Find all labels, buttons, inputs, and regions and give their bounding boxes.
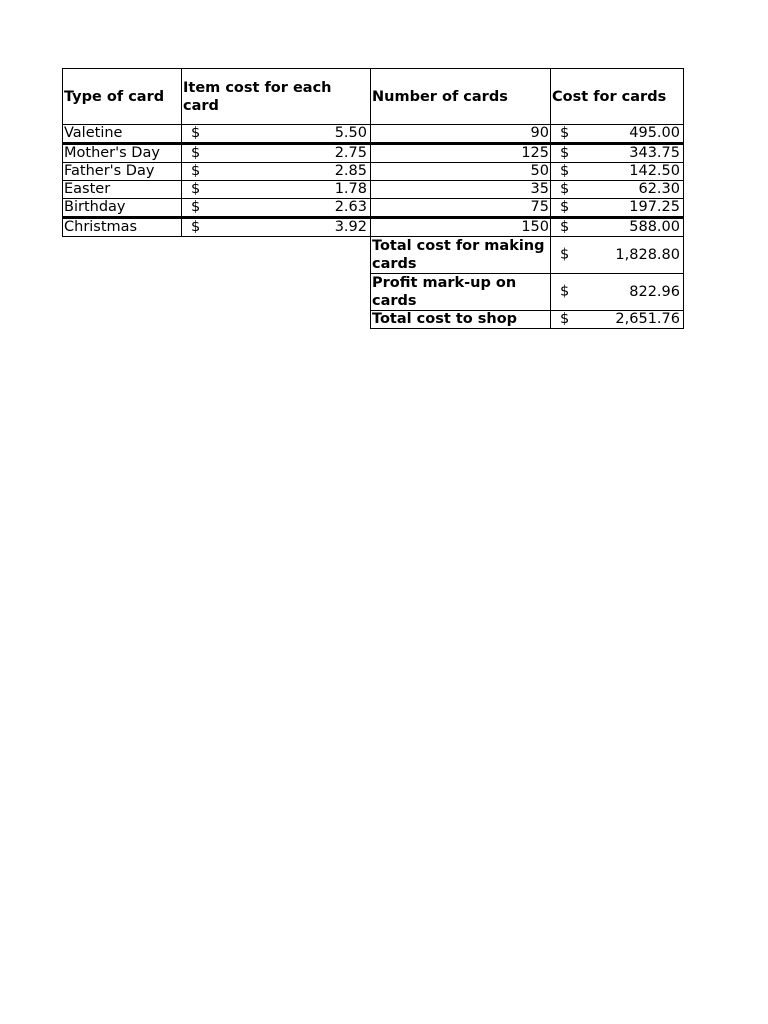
item-cost-value: 5.50 <box>334 125 367 141</box>
currency-symbol: $ <box>560 311 570 327</box>
currency-symbol: $ <box>191 219 201 235</box>
currency-symbol: $ <box>191 181 201 197</box>
empty-cell <box>182 311 371 329</box>
cell-type[interactable]: Birthday <box>63 199 182 218</box>
empty-cell <box>63 237 182 274</box>
empty-cell <box>63 311 182 329</box>
summary-value: 2,651.76 <box>615 311 680 327</box>
cell-cost[interactable] <box>551 163 684 181</box>
currency-symbol: $ <box>191 125 201 141</box>
currency-symbol: $ <box>560 163 570 179</box>
cell-type[interactable]: Easter <box>63 181 182 199</box>
cell-type[interactable]: Christmas <box>63 218 182 237</box>
currency-symbol: $ <box>560 199 570 215</box>
cell-count[interactable]: 125 <box>371 144 551 163</box>
header-type[interactable]: Type of card <box>63 69 182 125</box>
summary-value: 822.96 <box>629 284 680 300</box>
cost-value: 142.50 <box>629 163 680 179</box>
table-row <box>63 144 684 163</box>
header-number[interactable]: Number of cards <box>371 69 551 125</box>
cell-item-cost[interactable] <box>182 125 371 144</box>
summary-row-total-shop <box>63 311 684 329</box>
cell-cost[interactable] <box>551 144 684 163</box>
cell-type[interactable]: Mother's Day <box>63 144 182 163</box>
cell-type[interactable]: Father's Day <box>63 163 182 181</box>
cost-value: 588.00 <box>629 219 680 235</box>
cell-cost[interactable] <box>551 125 684 144</box>
cost-value: 343.75 <box>629 145 680 161</box>
item-cost-value: 3.92 <box>334 219 367 235</box>
cell-count[interactable]: 35 <box>371 181 551 199</box>
cell-count[interactable]: 90 <box>371 125 551 144</box>
cell-item-cost[interactable] <box>182 144 371 163</box>
cell-item-cost[interactable] <box>182 218 371 237</box>
empty-cell <box>182 274 371 311</box>
cell-cost[interactable] <box>551 181 684 199</box>
summary-value-cell[interactable] <box>551 311 684 329</box>
item-cost-value: 2.85 <box>334 163 367 179</box>
currency-symbol: $ <box>191 145 201 161</box>
table-row <box>63 125 684 144</box>
empty-cell <box>63 274 182 311</box>
currency-symbol: $ <box>560 181 570 197</box>
summary-value-cell[interactable] <box>551 274 684 311</box>
summary-value-cell[interactable] <box>551 237 684 274</box>
cost-value: 62.30 <box>638 181 680 197</box>
cell-count[interactable]: 150 <box>371 218 551 237</box>
summary-label[interactable]: Total cost for making cards <box>371 237 551 274</box>
cell-count[interactable]: 75 <box>371 199 551 218</box>
header-row <box>63 69 684 125</box>
table-row <box>63 199 684 218</box>
summary-label[interactable]: Total cost to shop <box>371 311 551 329</box>
cost-value: 495.00 <box>629 125 680 141</box>
summary-row-total-making <box>63 237 684 274</box>
currency-symbol: $ <box>191 163 201 179</box>
table-row <box>63 163 684 181</box>
cell-type[interactable]: Valetine <box>63 125 182 144</box>
currency-symbol: $ <box>560 246 570 263</box>
cell-item-cost[interactable] <box>182 199 371 218</box>
header-item-cost[interactable]: Item cost for each card <box>182 69 371 125</box>
currency-symbol: $ <box>560 219 570 235</box>
summary-label[interactable]: Profit mark-up on cards <box>371 274 551 311</box>
cost-value: 197.25 <box>629 199 680 215</box>
card-cost-table <box>62 68 684 329</box>
currency-symbol: $ <box>191 199 201 215</box>
currency-symbol: $ <box>560 125 570 141</box>
item-cost-value: 2.63 <box>334 199 367 215</box>
item-cost-value: 2.75 <box>334 145 367 161</box>
summary-row-profit <box>63 274 684 311</box>
empty-cell <box>182 237 371 274</box>
header-cost[interactable]: Cost for cards <box>551 69 684 125</box>
cell-item-cost[interactable] <box>182 163 371 181</box>
currency-symbol: $ <box>560 283 570 300</box>
table-row <box>63 181 684 199</box>
currency-symbol: $ <box>560 145 570 161</box>
table-row <box>63 218 684 237</box>
summary-value: 1,828.80 <box>615 247 680 263</box>
cell-count[interactable]: 50 <box>371 163 551 181</box>
cell-item-cost[interactable] <box>182 181 371 199</box>
cell-cost[interactable] <box>551 199 684 218</box>
item-cost-value: 1.78 <box>334 181 367 197</box>
cell-cost[interactable] <box>551 218 684 237</box>
